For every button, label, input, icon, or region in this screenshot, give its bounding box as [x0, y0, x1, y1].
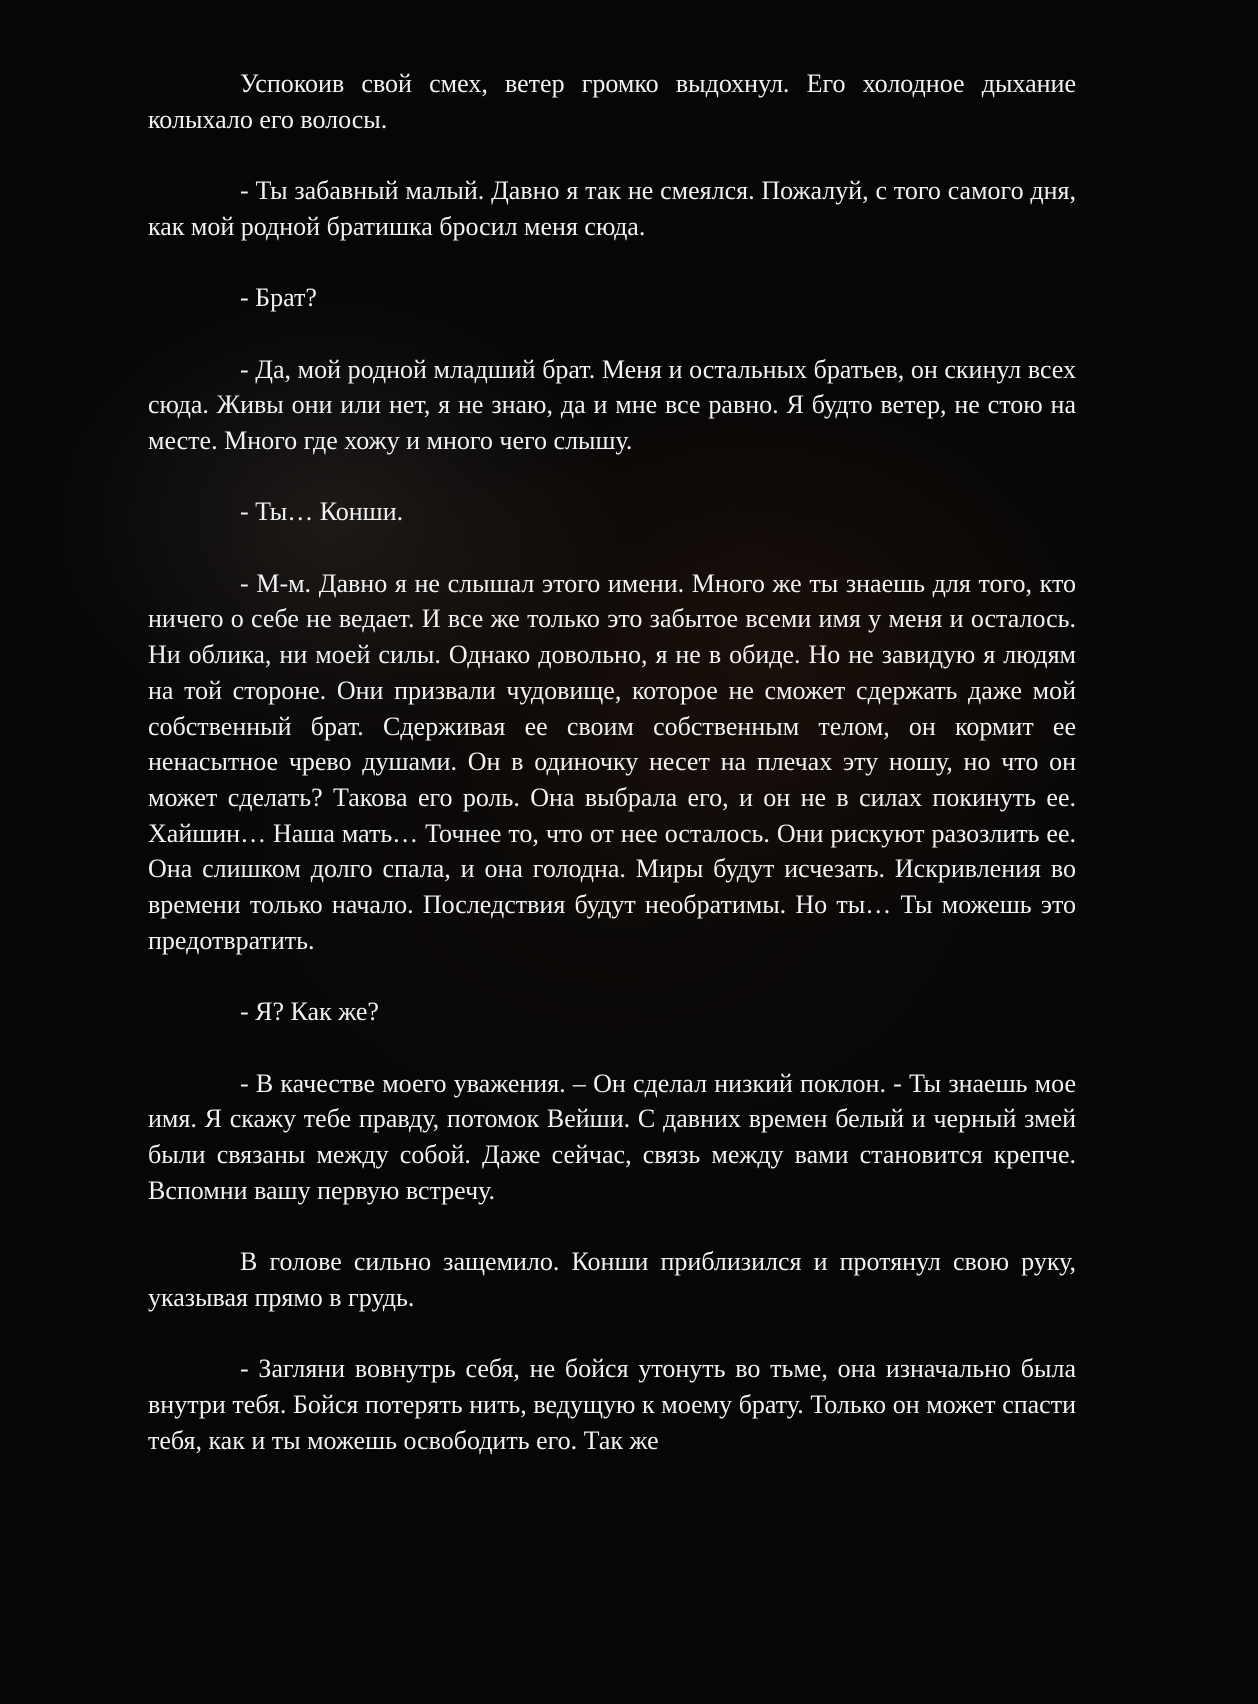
paragraph: - Загляни вовнутрь себя, не бойся утонуть во тьме, она изначально была внутри тебя. Бойся потерять нить, ведущую к моему брату. Только он может спасти тебя, как и ты можешь освободить его. Так же — [148, 1354, 1076, 1455]
paragraph: - Да, мой родной младший брат. Меня и остальных братьев, он скинул всех сюда. Живы они или нет, я не знаю, да и мне все равно. Я будто ветер, не стою на месте. Много где хожу и много чего слышу. — [148, 354, 1076, 455]
paragraph: - Я? Как же? — [240, 997, 379, 1027]
paragraph: - Брат? — [240, 283, 317, 313]
paragraph: - Ты забавный малый. Давно я так не смеялся. Пожалуй, с того самого дня, как мой родной братишка бросил меня сюда. — [148, 176, 1076, 241]
paragraph: - Ты… Конши. — [240, 497, 404, 527]
paragraph: Успокоив свой смех, ветер громко выдохнул. Его холодное дыхание колыхало его волосы. — [148, 69, 1076, 134]
paragraph: В голове сильно защемило. Конши приблизился и протянул свою руку, указывая прямо в грудь. — [148, 1247, 1076, 1312]
page-text — [148, 66, 1076, 1494]
paragraph: - В качестве моего уважения. – Он сделал низкий поклон. - Ты знаешь мое имя. Я скажу тебе правду, потомок Вейши. С давних времен белый и черный змей были связаны между собой. Даже сейчас, связь между вами становится крепче. Вспомни вашу первую встречу. — [148, 1068, 1076, 1205]
paragraph: - М-м. Давно я не слышал этого имени. Много же ты знаешь для того, кто ничего о себе не ведает. И все же только это забытое всеми имя у меня и осталось. Ни облика, ни моей силы. Однако довольно, я не в обиде. Но не завидую я людям на той стороне. Они призвали чудовище, которое не сможет сдержать даже мой собственный брат. Сдерживая ее своим собственным телом, он кормит ее ненасытное чрево душами. Он в одиночку несет на плечах эту ношу, но что он может сделать? Такова его роль. Она выбрала его, и он не в силах покинуть ее. Хайшин… Наша мать… Точнее то, что от нее осталось. Они рискуют разозлить ее. Она слишком долго спала, и она голодна. Миры будут исчезать. Искривления во времени только начало. Последствия будут необратимы. Но ты… Ты можешь это предотвратить. — [148, 568, 1076, 955]
